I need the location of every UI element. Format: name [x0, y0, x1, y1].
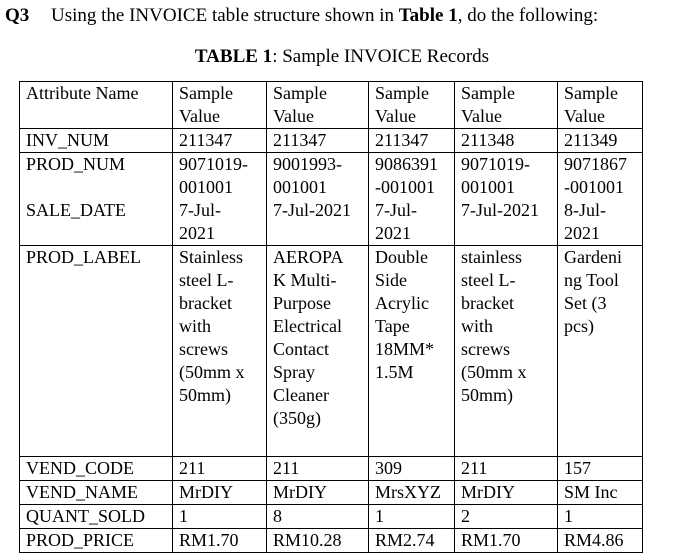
prod-num-line: 001001 — [461, 177, 515, 197]
header-value-cell: Sample Value — [369, 82, 455, 129]
prod-label-line: Tape — [375, 316, 410, 336]
prod-label-line: 1.5M — [375, 362, 414, 382]
value-cell: 211349 — [558, 129, 643, 153]
value-cell: 211348 — [455, 129, 558, 153]
question-text-before: Using the INVOICE table structure shown in — [51, 5, 399, 26]
value-cell: MrDIY — [267, 481, 369, 505]
attribute-name-cell: PROD_LABEL — [20, 246, 173, 457]
value-cell: 157 — [558, 457, 643, 481]
caption-label: TABLE 1 — [194, 46, 273, 67]
sale-date-line: 7-Jul- — [375, 200, 417, 220]
prod-label-line: with — [179, 316, 212, 336]
prod-num-line: -001001 — [375, 177, 435, 197]
question-line — [5, 4, 598, 28]
attribute-name-cell: QUANT_SOLD — [20, 505, 173, 529]
prod-label-line: 18MM* — [375, 339, 435, 359]
value-cell: RM4.86 — [558, 529, 643, 553]
vend-name-row — [20, 481, 643, 505]
header-value-cell: Sample Value — [455, 82, 558, 129]
value-cell: MrsXYZ — [369, 481, 455, 505]
inv-num-row — [20, 129, 643, 153]
sale-date-line: 2021 — [375, 223, 411, 243]
value-cell: 211347 — [173, 129, 267, 153]
value-cell: 1 — [369, 505, 455, 529]
attribute-name-cell: VEND_CODE — [20, 457, 173, 481]
prod-num-line: 9001993- — [273, 154, 342, 174]
prod-label-line: Contact — [273, 339, 329, 359]
prod-label-line: Set (3 — [564, 293, 607, 313]
prod-label-line: Gardeni — [564, 247, 622, 267]
header-row — [20, 82, 643, 129]
value-cell: 211 — [173, 457, 267, 481]
prod-num-sale-date-row — [20, 153, 643, 246]
prod-num-line: 9071019- — [179, 154, 248, 174]
value-cell: SM Inc — [558, 481, 643, 505]
value-cell: MrDIY — [173, 481, 267, 505]
value-cell — [558, 153, 643, 246]
prod-num-line: 9086391 — [375, 154, 438, 174]
prod-label-line: Purpose — [273, 293, 331, 313]
value-cell: 1 — [558, 505, 643, 529]
prod-label-line: (50mm x — [179, 362, 245, 382]
prod-label-line: (50mm x — [461, 362, 527, 382]
prod-label-line: steel L- — [461, 270, 516, 290]
attribute-name-cell — [20, 153, 173, 246]
value-cell: 8 — [267, 505, 369, 529]
prod-label-line: (350g) — [273, 408, 321, 428]
header-attribute-cell: Attribute Name — [20, 82, 173, 129]
prod-label-line: Spray — [273, 362, 315, 382]
prod-label-line: Acrylic — [375, 293, 429, 313]
value-cell: 211347 — [369, 129, 455, 153]
prod-label-line: steel L- — [179, 270, 234, 290]
value-cell — [455, 153, 558, 246]
value-cell — [267, 153, 369, 246]
prod-label-line: screws — [461, 339, 510, 359]
caption-text: : Sample INVOICE Records — [272, 46, 490, 67]
prod-num-line: -001001 — [564, 177, 624, 197]
prod-label-line: Double — [375, 247, 428, 267]
quant-sold-row — [20, 505, 643, 529]
value-cell: MrDIY — [455, 481, 558, 505]
value-cell — [558, 246, 643, 457]
prod-num-line: 9071867 — [564, 154, 627, 174]
value-cell: 1 — [173, 505, 267, 529]
invoice-table — [19, 81, 643, 553]
prod-label-line: bracket — [179, 293, 232, 313]
value-cell: RM1.70 — [173, 529, 267, 553]
value-cell — [369, 246, 455, 457]
value-cell: RM2.74 — [369, 529, 455, 553]
prod-label-line: Electrical — [273, 316, 342, 336]
sale-date-line: 2021 — [564, 223, 600, 243]
sale-date-line: 7-Jul- — [179, 200, 221, 220]
table-caption — [0, 45, 684, 69]
prod-label-line: ng Tool — [564, 270, 619, 290]
prod-label-line: 50mm) — [179, 385, 231, 405]
prod-num-line: 001001 — [273, 177, 327, 197]
prod-label-line: Cleaner — [273, 385, 329, 405]
prod-label-row — [20, 246, 643, 457]
sale-date-line: 7-Jul-2021 — [273, 200, 351, 220]
question-text-after: , do the following: — [457, 5, 599, 26]
prod-label-line: pcs) — [564, 316, 594, 336]
prod-label-line: 50mm) — [461, 385, 513, 405]
question-table-ref: Table 1 — [398, 5, 458, 26]
prod-price-row — [20, 529, 643, 553]
value-cell: 211 — [455, 457, 558, 481]
prod-label-line: K Multi- — [273, 270, 337, 290]
value-cell: RM1.70 — [455, 529, 558, 553]
header-value-cell: Sample Value — [267, 82, 369, 129]
sale-date-label: SALE_DATE — [26, 200, 126, 220]
value-cell: 2 — [455, 505, 558, 529]
attribute-name-cell: VEND_NAME — [20, 481, 173, 505]
prod-label-line: Stainless — [179, 247, 244, 267]
prod-label-line: Side — [375, 270, 408, 290]
value-cell — [267, 246, 369, 457]
value-cell: 309 — [369, 457, 455, 481]
sale-date-line: 8-Jul- — [564, 200, 606, 220]
attribute-name-cell: INV_NUM — [20, 129, 173, 153]
value-cell — [173, 246, 267, 457]
prod-num-line: 9071019- — [461, 154, 530, 174]
sale-date-line: 2021 — [179, 223, 215, 243]
prod-label-line: bracket — [461, 293, 514, 313]
header-value-cell: Sample Value — [173, 82, 267, 129]
header-value-cell: Sample Value — [558, 82, 643, 129]
value-cell: 211347 — [267, 129, 369, 153]
prod-label-line: with — [461, 316, 494, 336]
value-cell — [173, 153, 267, 246]
attribute-name-cell: PROD_PRICE — [20, 529, 173, 553]
prod-label-line: AEROPA — [273, 247, 344, 267]
value-cell — [369, 153, 455, 246]
prod-num-label: PROD_NUM — [26, 154, 126, 174]
value-cell: RM10.28 — [267, 529, 369, 553]
vend-code-row — [20, 457, 643, 481]
prod-num-line: 001001 — [179, 177, 233, 197]
sale-date-line: 7-Jul-2021 — [461, 200, 539, 220]
prod-label-line: stainless — [461, 247, 522, 267]
prod-label-line: screws — [179, 339, 228, 359]
question-number: Q3 — [5, 5, 30, 26]
value-cell: 211 — [267, 457, 369, 481]
value-cell — [455, 246, 558, 457]
